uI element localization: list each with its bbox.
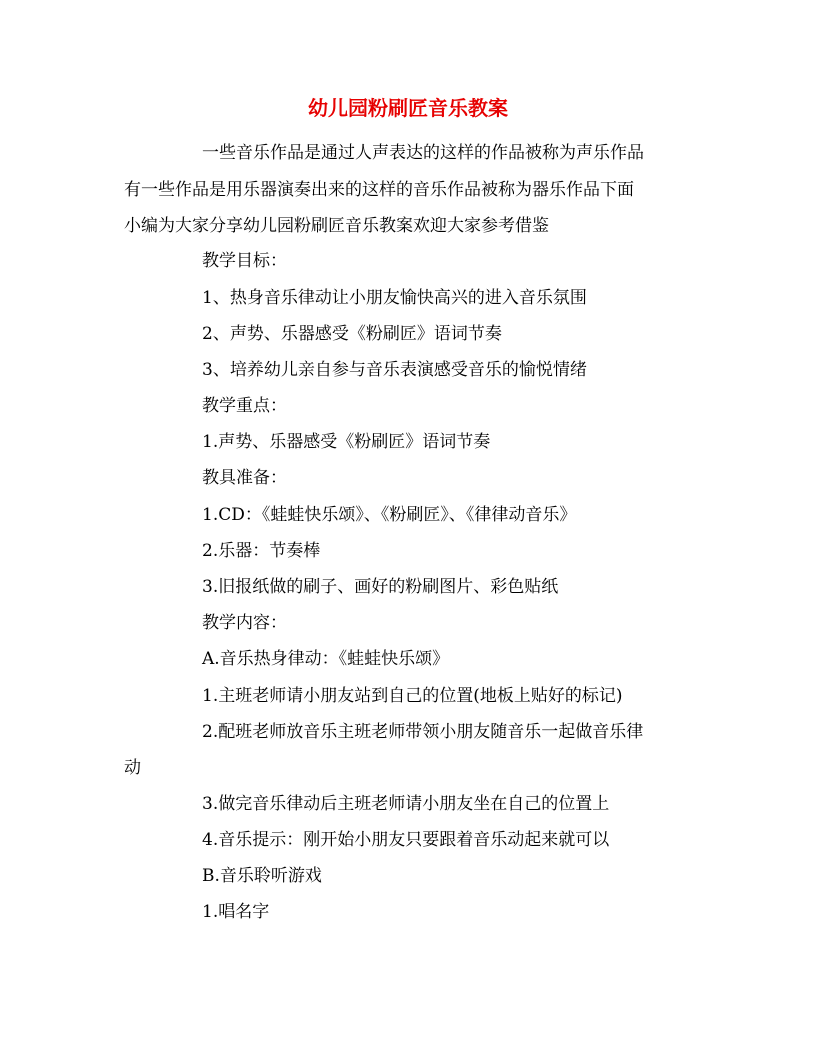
document-title: 幼儿园粉刷匠音乐教案 bbox=[308, 96, 508, 120]
section-a-item-4: 4.音乐提示：刚开始小朋友只要跟着音乐动起来就可以 bbox=[202, 830, 610, 850]
section-a-heading: A.音乐热身律动：《蛙蛙快乐颂》 bbox=[202, 649, 450, 669]
prep-item-3: 3.旧报纸做的刷子、画好的粉刷图片、彩色贴纸 bbox=[202, 577, 559, 597]
goal-item-3: 3、培养幼儿亲自参与音乐表演感受音乐的愉悦情绪 bbox=[202, 360, 587, 380]
goals-heading: 教学目标： bbox=[202, 251, 287, 271]
key-item-1: 1.声势、乐器感受《粉刷匠》语词节奏 bbox=[202, 432, 491, 452]
section-a-item-2: 2.配班老师放音乐主班老师带领小朋友随音乐一起做音乐律 bbox=[202, 722, 644, 742]
goal-item-2: 2、声势、乐器感受《粉刷匠》语词节奏 bbox=[202, 324, 502, 344]
intro-line-2: 有一些作品是用乐器演奏出来的这样的音乐作品被称为器乐作品下面 bbox=[124, 180, 634, 200]
prep-heading: 教具准备： bbox=[202, 468, 287, 488]
key-heading: 教学重点： bbox=[202, 396, 287, 416]
section-b-heading: B.音乐聆听游戏 bbox=[202, 866, 322, 886]
intro-line-3: 小编为大家分享幼儿园粉刷匠音乐教案欢迎大家参考借鉴 bbox=[124, 216, 549, 236]
section-b-item-1: 1.唱名字 bbox=[202, 902, 270, 922]
prep-item-2: 2.乐器：节奏棒 bbox=[202, 541, 321, 561]
section-a-item-2-cont: 动 bbox=[124, 758, 141, 778]
content-heading: 教学内容： bbox=[202, 613, 287, 633]
section-a-item-1: 1.主班老师请小朋友站到自己的位置(地板上贴好的标记) bbox=[202, 686, 623, 706]
prep-item-1: 1.CD：《蛙蛙快乐颂》、《粉刷匠》、《律律动音乐》 bbox=[202, 505, 577, 525]
goal-item-1: 1、热身音乐律动让小朋友愉快高兴的进入音乐氛围 bbox=[202, 288, 587, 308]
section-a-item-3: 3.做完音乐律动后主班老师请小朋友坐在自己的位置上 bbox=[202, 794, 610, 814]
intro-line-1: 一些音乐作品是通过人声表达的这样的作品被称为声乐作品 bbox=[202, 143, 644, 163]
